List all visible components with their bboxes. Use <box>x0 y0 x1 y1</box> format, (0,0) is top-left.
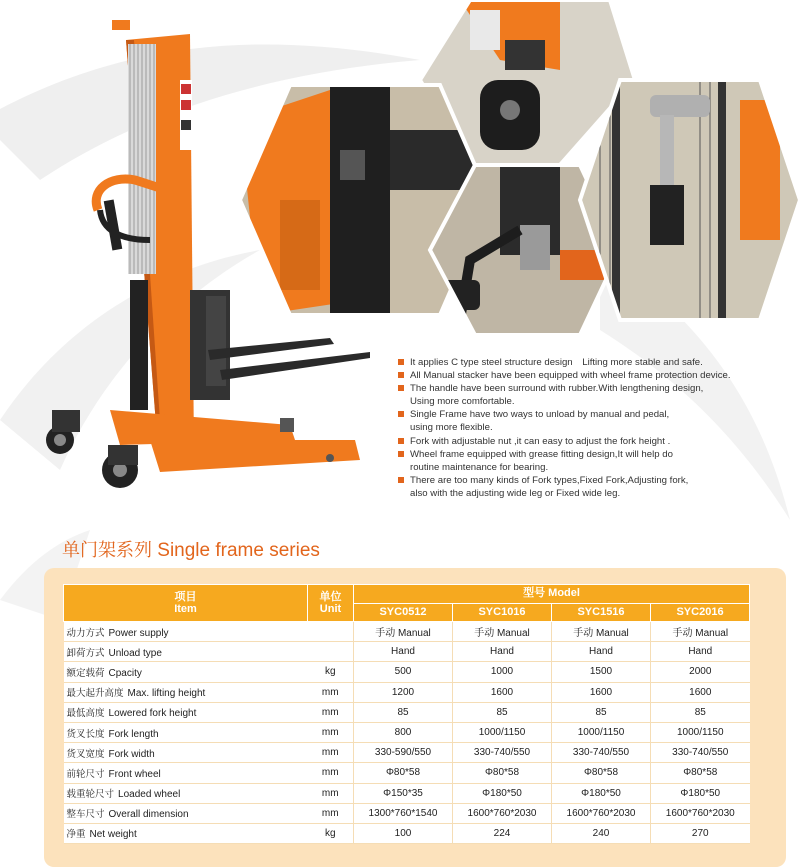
spec-name-en: Unload type <box>108 647 162 659</box>
bullet-icon <box>398 359 404 365</box>
spec-name <box>64 763 308 783</box>
spec-value: Hand <box>651 642 750 662</box>
spec-value: 330-740/550 <box>453 743 552 763</box>
bullet-icon <box>398 477 404 483</box>
spec-value: 1000 <box>453 662 552 682</box>
spec-value: Φ80*58 <box>552 763 651 783</box>
bullet-icon <box>398 438 404 444</box>
feature-item: Wheel frame equipped with grease fitting design,It will help do routine maintenance for bearing. <box>398 448 793 474</box>
spec-unit <box>308 642 354 662</box>
spec-value: 1600 <box>552 682 651 702</box>
spec-value: 1000/1150 <box>453 722 552 742</box>
spec-name <box>64 702 308 722</box>
spec-value: 85 <box>651 702 750 722</box>
spec-value: 330-740/550 <box>552 743 651 763</box>
feature-item: It applies C type steel structure design Lifting more stable and safe. <box>398 356 793 369</box>
spec-name-cn: 货叉宽度 <box>66 748 105 760</box>
model-name: SYC1016 <box>453 603 552 622</box>
spec-value: 330-590/550 <box>354 743 453 763</box>
table-row <box>64 642 750 662</box>
feature-item: Single Frame have two ways to unload by manual and pedal, using more flexible. <box>398 408 793 434</box>
spec-value: Φ180*50 <box>552 783 651 803</box>
spec-value: Hand <box>453 642 552 662</box>
spec-value: 240 <box>552 823 651 843</box>
spec-unit: mm <box>308 722 354 742</box>
table-row <box>64 803 750 823</box>
spec-value: 1600*760*2030 <box>453 803 552 823</box>
spec-value: 1600 <box>453 682 552 702</box>
spec-value: 1000/1150 <box>651 722 750 742</box>
spec-name-en: Fork width <box>108 748 155 760</box>
spec-unit: mm <box>308 682 354 702</box>
spec-name <box>64 642 308 662</box>
spec-name-cn: 额定载荷 <box>66 667 105 679</box>
spec-unit: mm <box>308 783 354 803</box>
spec-value: 手动 Manual <box>651 622 750 642</box>
spec-name-cn: 载重轮尺寸 <box>66 789 115 801</box>
spec-table <box>63 584 750 844</box>
spec-value: 1300*760*1540 <box>354 803 453 823</box>
spec-name-en: Loaded wheel <box>118 789 181 801</box>
spec-name-cn: 净重 <box>66 829 86 841</box>
spec-value: 85 <box>354 702 453 722</box>
spec-name-en: Net weight <box>89 829 137 841</box>
feature-item: All Manual stacker have been equipped with wheel frame protection device. <box>398 369 793 382</box>
spec-value: 1000/1150 <box>552 722 651 742</box>
model-header: 型号 Model <box>354 585 750 604</box>
table-row <box>64 662 750 682</box>
spec-value: 224 <box>453 823 552 843</box>
spec-unit: kg <box>308 823 354 843</box>
spec-unit: mm <box>308 803 354 823</box>
spec-unit: mm <box>308 743 354 763</box>
spec-name <box>64 783 308 803</box>
spec-name <box>64 682 308 702</box>
spec-name-cn: 最低高度 <box>66 708 105 720</box>
table-row <box>64 763 750 783</box>
spec-value: 800 <box>354 722 453 742</box>
spec-name-cn: 货叉长度 <box>66 728 105 740</box>
spec-value: 85 <box>552 702 651 722</box>
spec-name-cn: 前轮尺寸 <box>66 768 105 780</box>
spec-name <box>64 722 308 742</box>
table-row <box>64 823 750 843</box>
spec-value: Φ80*58 <box>354 763 453 783</box>
spec-name-cn: 卸荷方式 <box>66 647 105 659</box>
table-row <box>64 682 750 702</box>
bullet-icon <box>398 385 404 391</box>
spec-name-en: Cpacity <box>108 667 142 679</box>
table-row <box>64 702 750 722</box>
spec-value: 手动 Manual <box>552 622 651 642</box>
spec-name <box>64 662 308 682</box>
spec-name-en: Lowered fork height <box>108 708 197 720</box>
spec-name-en: Fork length <box>108 728 159 740</box>
model-name: SYC0512 <box>354 603 453 622</box>
spec-value: 手动 Manual <box>354 622 453 642</box>
spec-value: 2000 <box>651 662 750 682</box>
spec-name-en: Max. lifting height <box>127 688 206 700</box>
unit-header: 单位 Unit <box>308 585 354 622</box>
spec-value: 85 <box>453 702 552 722</box>
spec-unit: mm <box>308 763 354 783</box>
spec-value: 1600 <box>651 682 750 702</box>
bullet-icon <box>398 372 404 378</box>
section-title: 单门架系列 Single frame series <box>62 540 320 561</box>
spec-name <box>64 823 308 843</box>
spec-name-en: Overall dimension <box>108 809 189 821</box>
feature-item: There are too many kinds of Fork types,Fixed Fork,Adjusting fork, also with the adjusting wide leg or Fixed wide leg. <box>398 474 793 500</box>
spec-value: Φ150*35 <box>354 783 453 803</box>
spec-name-en: Power supply <box>108 627 169 639</box>
table-row <box>64 783 750 803</box>
spec-value: Φ180*50 <box>453 783 552 803</box>
spec-unit: mm <box>308 702 354 722</box>
spec-name-cn: 动力方式 <box>66 627 105 639</box>
spec-value: 1600*760*2030 <box>552 803 651 823</box>
table-row <box>64 743 750 763</box>
spec-value: 手动 Manual <box>453 622 552 642</box>
model-name: SYC1516 <box>552 603 651 622</box>
spec-name <box>64 622 308 642</box>
spec-value: 500 <box>354 662 453 682</box>
spec-value: 330-740/550 <box>651 743 750 763</box>
model-name: SYC2016 <box>651 603 750 622</box>
spec-value: Hand <box>552 642 651 662</box>
spec-name <box>64 743 308 763</box>
spec-name-en: Front wheel <box>108 768 161 780</box>
spec-name <box>64 803 308 823</box>
spec-name-cn: 最大起升高度 <box>66 688 124 700</box>
feature-item: The handle have been surround with rubber.With lengthening design, Using more comfortable. <box>398 382 793 408</box>
spec-value: 1600*760*2030 <box>651 803 750 823</box>
feature-list <box>398 356 793 500</box>
bullet-icon <box>398 451 404 457</box>
spec-value: Φ80*58 <box>651 763 750 783</box>
spec-value: 1200 <box>354 682 453 702</box>
spec-value: Hand <box>354 642 453 662</box>
spec-value: 270 <box>651 823 750 843</box>
item-header: 项目 Item <box>64 585 308 622</box>
spec-unit <box>308 622 354 642</box>
spec-unit: kg <box>308 662 354 682</box>
bullet-icon <box>398 411 404 417</box>
spec-table-body <box>64 622 750 844</box>
spec-value: Φ80*58 <box>453 763 552 783</box>
table-row <box>64 622 750 642</box>
spec-name-cn: 整车尺寸 <box>66 809 105 821</box>
table-row <box>64 722 750 742</box>
spec-value: Φ180*50 <box>651 783 750 803</box>
feature-item: Fork with adjustable nut ,it can easy to adjust the fork height . <box>398 435 793 448</box>
spec-value: 1500 <box>552 662 651 682</box>
spec-value: 100 <box>354 823 453 843</box>
